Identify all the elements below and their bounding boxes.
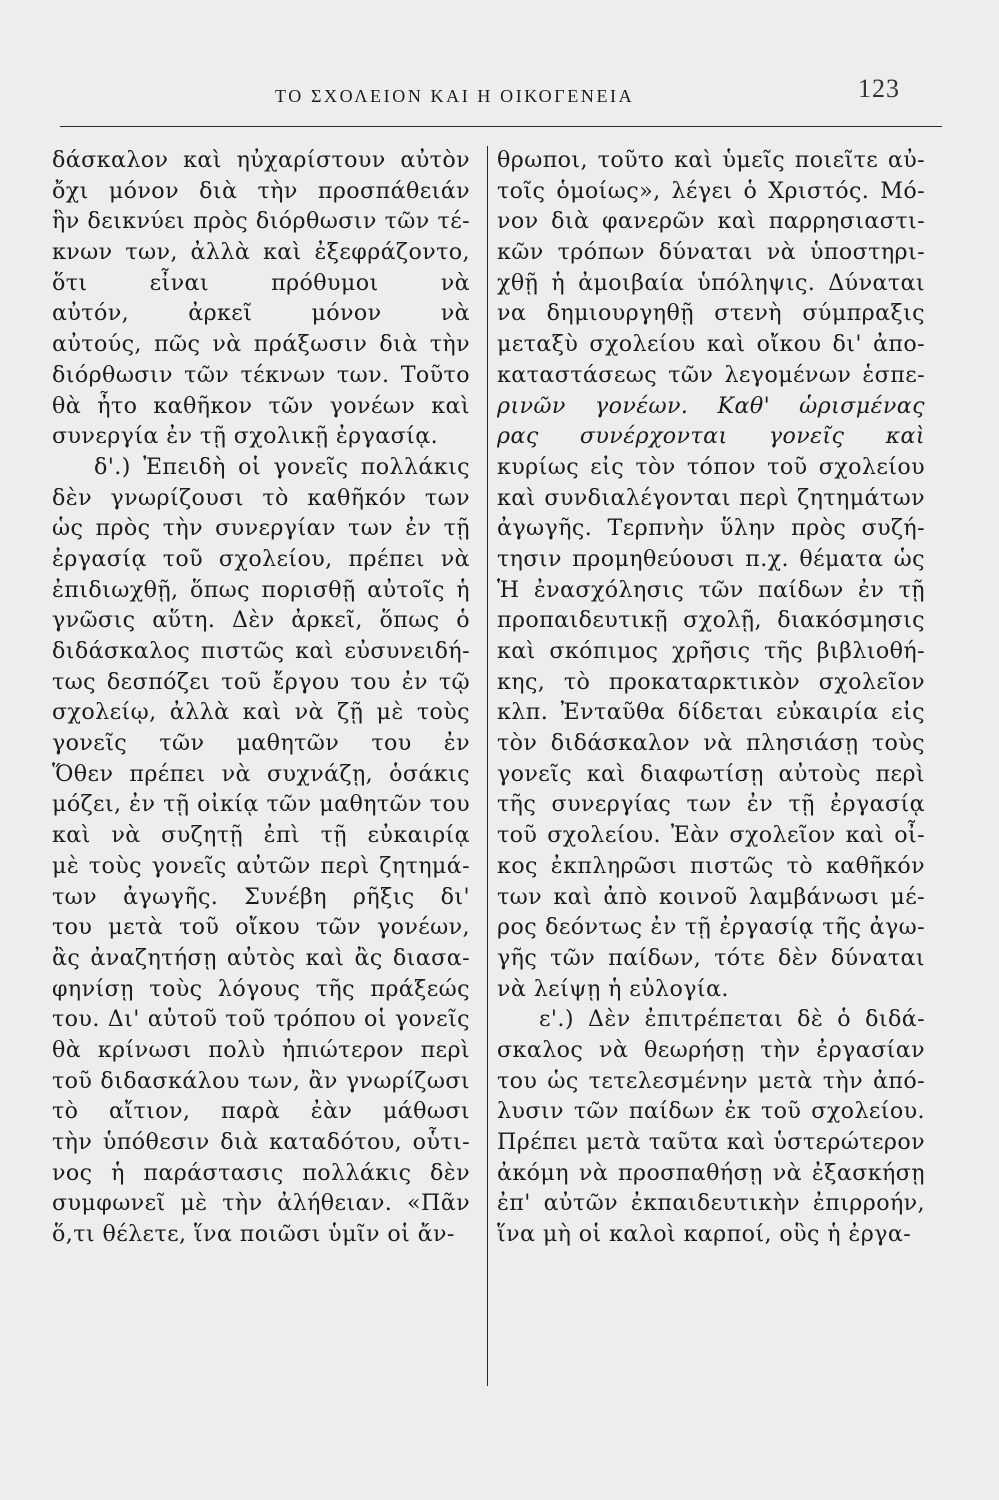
text-line: των ἀγωγῆς. Συνέβη ρῆξις δι'	[52, 883, 470, 910]
text-line: μεταξὺ σχολείου καὶ οἴκου δι' ἀπο-	[497, 331, 925, 358]
text-line: κης, τὸ προκαταρκτικὸν σχολεῖον	[497, 668, 925, 695]
running-title: ΤΟ ΣΧΟΛΕΙΟΝ ΚΑΙ Η ΟΙΚΟΓΕΝΕΙΑ	[275, 86, 635, 106]
text-line: σκαλος νὰ θεωρήσῃ τὴν ἐργασίαν	[497, 1036, 925, 1063]
text-line: ρας συνέρχονται γονεῖς καὶ	[497, 423, 925, 450]
text-line: ἣν δεικνύει πρὸς διόρθωσιν τῶν τέ-	[52, 208, 470, 235]
text-line: τως δεσπόζει τοῦ ἔργου του ἐν τῷ	[52, 668, 470, 695]
text-line: ὡς πρὸς τὴν συνεργίαν των ἐν τῇ	[52, 515, 470, 542]
text-line: τὴν ὑπόθεσιν διὰ καταδότου, οὗτι-	[52, 1129, 470, 1155]
text-line: διδάσκαλος πιστῶς καὶ εὐσυνειδή-	[52, 638, 470, 664]
text-line: να δημιουργηθῇ στενὴ σύμπραξις	[497, 300, 925, 327]
text-line: καὶ νὰ συζητῇ ἐπὶ τῇ εὐκαιρίᾳ	[52, 822, 470, 849]
text-line: Ὅθεν πρέπει νὰ συχνάζῃ, ὁσάκις	[52, 760, 470, 787]
text-line: ἀκόμη νὰ προσπαθήσῃ νὰ ἐξασκήσῃ	[497, 1159, 925, 1186]
text-line: καταστάσεως τῶν λεγομένων ἑσπε-	[497, 361, 925, 388]
text-line: του μετὰ τοῦ οἴκου τῶν γονέων,	[52, 914, 470, 941]
text-line: ἂς ἀναζητήσῃ αὐτὸς καὶ ἂς διασα-	[52, 944, 470, 971]
text-line: τοῖς ὁμοίως», λέγει ὁ Χριστός. Μό-	[497, 177, 925, 204]
text-line: μὲ τοὺς γονεῖς αὐτῶν περὶ ζητημά-	[52, 852, 470, 879]
text-line: ρος δεόντως ἐν τῇ ἐργασίᾳ τῆς ἀγω-	[497, 914, 925, 941]
text-line: γονεῖς καὶ διαφωτίσῃ αὐτοὺς περὶ	[497, 760, 925, 787]
text-line: ὄχι μόνον διὰ τὴν προσπάθειάν	[52, 177, 470, 204]
text-line: καὶ συνδιαλέγονται περὶ ζητημάτων	[497, 484, 925, 511]
text-line: θὰ κρίνωσι πολὺ ἠπιώτερον περὶ	[52, 1036, 470, 1063]
text-line: τὸ αἴτιον, παρὰ ἐὰν μάθωσι	[52, 1098, 470, 1125]
text-line: κῶν τρόπων δύναται νὰ ὑποστηρι-	[497, 239, 925, 266]
text-line: προπαιδευτικῇ σχολῇ, διακόσμησις	[497, 607, 925, 634]
text-line: κυρίως εἰς τὸν τόπον τοῦ σχολείου	[497, 453, 925, 480]
text-line: κνων των, ἀλλὰ καὶ ἐξεφράζοντο,	[52, 239, 470, 266]
text-line: διόρθωσιν τῶν τέκνων των. Τοῦτο	[52, 361, 470, 388]
column-divider	[487, 146, 488, 1386]
text-line: κλπ. Ἐνταῦθα δίδεται εὐκαιρία εἰς	[497, 699, 925, 726]
text-line: καὶ σκόπιμος χρῆσις τῆς βιβλιοθή-	[497, 638, 925, 664]
page-number: 123	[858, 74, 900, 103]
text-line: δάσκαλον καὶ ηὐχαρίστουν αὐτὸν	[52, 147, 470, 173]
text-line: των καὶ ἀπὸ κοινοῦ λαμβάνωσι μέ-	[497, 883, 925, 910]
text-line: νὰ λείψῃ ἡ εὐλογία.	[497, 975, 729, 1002]
text-line: κος ἐκπληρῶσι πιστῶς τὸ καθῆκόν	[497, 852, 925, 879]
text-line: ὅ,τι θέλετε, ἵνα ποιῶσι ὑμῖν οἱ ἄν-	[52, 1221, 455, 1248]
text-line: Πρέπει μετὰ ταῦτα καὶ ὑστερώτερον	[497, 1129, 925, 1155]
text-line: νος ἡ παράστασις πολλάκις δὲν	[52, 1159, 470, 1186]
text-line: τοῦ διδασκάλου των, ἂν γνωρίζωσι	[52, 1067, 470, 1094]
text-line: δὲν γνωρίζουσι τὸ καθῆκόν των	[52, 484, 470, 511]
text-line: ε'.) Δὲν ἐπιτρέπεται δὲ ὁ διδά-	[539, 1006, 925, 1033]
text-line: χθῇ ἡ ἀμοιβαία ὑπόληψις. Δύναται	[497, 269, 925, 296]
text-line: γονεῖς τῶν μαθητῶν του ἐν	[52, 730, 470, 757]
text-line: τοῦ σχολείου. Ἐὰν σχολεῖον καὶ οἶ-	[497, 822, 925, 849]
text-line: του. Δι' αὐτοῦ τοῦ τρόπου οἱ γονεῖς	[52, 1006, 470, 1033]
text-line: θρωποι, τοῦτο καὶ ὑμεῖς ποιεῖτε αὐ-	[497, 147, 925, 173]
text-line: θὰ ἦτο καθῆκον τῶν γονέων καὶ	[52, 392, 470, 419]
text-line: αὐτούς, πῶς νὰ πράξωσιν διὰ τὴν	[52, 331, 470, 358]
text-line: συνεργία ἐν τῇ σχολικῇ ἐργασίᾳ.	[52, 423, 439, 450]
text-line: ἐπ' αὐτῶν ἐκπαιδευτικὴν ἐπιρροήν,	[497, 1190, 925, 1217]
text-line: ρινῶν γονέων. Καθ' ὡρισμένας	[497, 392, 925, 419]
text-line: λυσιν τῶν παίδων ἐκ τοῦ σχολείου.	[497, 1098, 925, 1125]
text-line: ἐργασίᾳ τοῦ σχολείου, πρέπει νὰ	[52, 545, 470, 572]
text-line: νον διὰ φανερῶν καὶ παρρησιαστι-	[497, 208, 925, 235]
right-column	[497, 145, 925, 1250]
text-line: δ'.) Ἐπειδὴ οἱ γονεῖς πολλάκις	[94, 453, 470, 480]
text-line: Ἡ ἐνασχόλησις τῶν παίδων ἐν τῇ	[497, 576, 925, 603]
text-line: τῆς συνεργίας των ἐν τῇ ἐργασίᾳ	[497, 791, 925, 818]
text-line: γνῶσις αὕτη. Δὲν ἀρκεῖ, ὅπως ὁ	[52, 607, 470, 634]
left-column	[52, 145, 470, 1250]
text-line: φηνίσῃ τοὺς λόγους τῆς πράξεώς	[52, 975, 470, 1002]
text-line: συμφωνεῖ μὲ τὴν ἀλήθειαν. «Πᾶν	[52, 1190, 470, 1217]
text-line: τὸν διδάσκαλον νὰ πλησιάσῃ τοὺς	[497, 730, 925, 757]
text-line: σχολείῳ, ἀλλὰ καὶ νὰ ζῇ μὲ τοὺς	[52, 699, 470, 726]
text-line: γῆς τῶν παίδων, τότε δὲν δύναται	[497, 944, 925, 971]
text-line: μόζει, ἐν τῇ οἰκίᾳ τῶν μαθητῶν του	[52, 791, 470, 818]
header-rule	[60, 126, 942, 127]
text-line: ἀγωγῆς. Τερπνὴν ὕλην πρὸς συζή-	[497, 515, 925, 542]
text-line: του ὡς τετελεσμένην μετὰ τὴν ἀπό-	[497, 1067, 925, 1094]
text-line: αὐτόν, ἀρκεῖ μόνον νὰ	[52, 300, 470, 327]
text-line: ἵνα μὴ οἱ καλοὶ καρποί, οὓς ἡ ἐργα-	[497, 1221, 912, 1248]
text-line: ὅτι εἶναι πρόθυμοι νὰ	[52, 269, 470, 296]
text-line: ἐπιδιωχθῇ, ὅπως πορισθῇ αὐτοῖς ἡ	[52, 576, 470, 603]
text-line: τησιν προμηθεύουσι π.χ. θέματα ὡς	[497, 545, 925, 572]
